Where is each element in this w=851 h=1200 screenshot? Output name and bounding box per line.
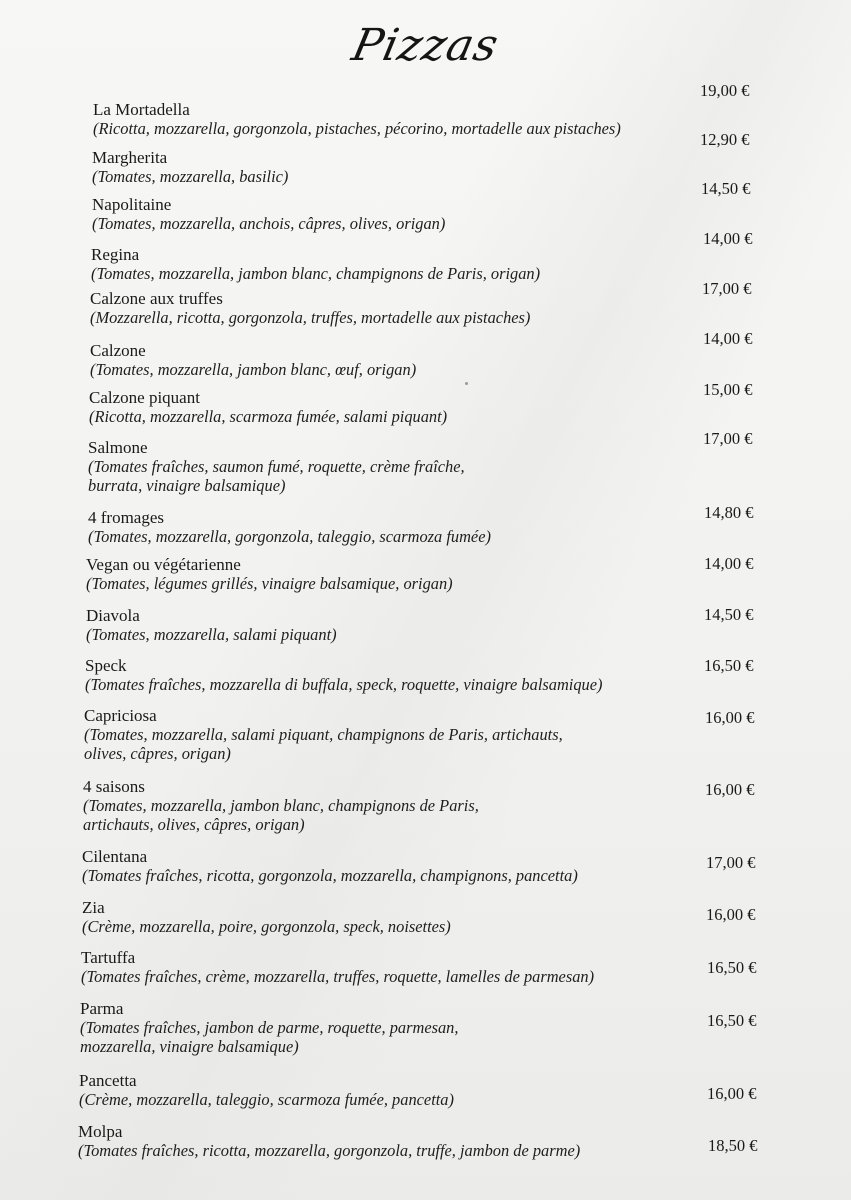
item-name: Calzone aux truffes — [90, 289, 223, 308]
item-description: (Mozzarella, ricotta, gorgonzola, truffes, mortadelle aux pistaches) — [90, 308, 531, 327]
item-name: 4 fromages — [88, 508, 165, 527]
item-price: 17,00 € — [702, 279, 752, 298]
item-price: 14,50 € — [701, 179, 751, 198]
menu-item-calzone-piquant — [89, 388, 729, 426]
item-description: (Tomates fraîches, ricotta, gorgonzola, mozzarella, champignons, pancetta) — [82, 866, 578, 885]
item-description: (Tomates, mozzarella, basilic) — [92, 167, 289, 186]
menu-title: Pizzas — [347, 20, 504, 71]
item-name: Calzone — [90, 341, 146, 360]
item-price: 18,50 € — [708, 1136, 758, 1155]
item-name: Molpa — [78, 1122, 123, 1141]
item-description: (Crème, mozzarella, poire, gorgonzola, speck, noisettes) — [82, 917, 451, 936]
item-price: 17,00 € — [703, 429, 753, 448]
item-description: (Tomates, mozzarella, salami piquant, champignons de Paris, artichauts, olives, câpres, origan) — [84, 725, 563, 763]
menu-item-molpa — [78, 1122, 718, 1160]
item-price: 16,50 € — [707, 958, 757, 977]
item-name: Napolitaine — [92, 195, 172, 214]
item-name: La Mortadella — [93, 100, 190, 119]
item-description: (Tomates, mozzarella, jambon blanc, œuf, origan) — [90, 360, 417, 379]
item-description: (Tomates, mozzarella, anchois, câpres, olives, origan) — [92, 214, 446, 233]
item-price: 17,00 € — [706, 853, 756, 872]
item-name: Parma — [80, 999, 124, 1018]
menu-item-margherita — [92, 148, 732, 186]
item-description: (Ricotta, mozzarella, scarmoza fumée, salami piquant) — [89, 407, 448, 426]
item-name: Calzone piquant — [89, 388, 200, 407]
menu-item-vegan — [86, 555, 726, 593]
menu-item-parma — [80, 999, 720, 1056]
item-description: (Ricotta, mozzarella, gorgonzola, pistaches, pécorino, mortadelle aux pistaches) — [93, 119, 621, 138]
item-price: 14,50 € — [704, 605, 754, 624]
menu-item-tartuffa — [81, 948, 721, 986]
item-name: Zia — [82, 898, 105, 917]
item-price: 14,00 € — [703, 329, 753, 348]
item-price: 16,00 € — [707, 1084, 757, 1103]
menu-item-capriciosa — [84, 706, 724, 763]
item-price: 14,00 € — [703, 229, 753, 248]
menu-item-diavola — [86, 606, 726, 644]
menu-item-pancetta — [79, 1071, 719, 1109]
menu-item-calzone-aux-truffes — [90, 289, 730, 327]
menu-item-speck — [85, 656, 725, 694]
item-description: (Tomates fraîches, ricotta, mozzarella, gorgonzola, truffe, jambon de parme) — [78, 1141, 581, 1160]
item-price: 16,00 € — [705, 708, 755, 727]
item-name: Vegan ou végétarienne — [86, 555, 241, 574]
item-name: Regina — [91, 245, 140, 264]
item-name: Margherita — [92, 148, 168, 167]
paper-speck — [465, 382, 468, 385]
item-description: (Tomates fraîches, saumon fumé, roquette, crème fraîche, burrata, vinaigre balsamique) — [88, 457, 465, 495]
menu-item-salmone — [88, 438, 728, 495]
item-description: (Tomates, mozzarella, gorgonzola, taleggio, scarmoza fumée) — [88, 527, 491, 546]
menu-item-calzone — [90, 341, 730, 379]
item-name: Cilentana — [82, 847, 148, 866]
menu-item-cilentana — [82, 847, 722, 885]
menu-item-zia — [82, 898, 722, 936]
item-price: 16,50 € — [707, 1011, 757, 1030]
menu-item-4-fromages — [88, 508, 728, 546]
menu-item-4-saisons — [83, 777, 723, 834]
item-name: Salmone — [88, 438, 148, 457]
item-description: (Tomates fraîches, mozzarella di buffala, speck, roquette, vinaigre balsamique) — [85, 675, 603, 694]
item-description: (Tomates, mozzarella, jambon blanc, champignons de Paris, origan) — [91, 264, 541, 283]
item-description: (Crème, mozzarella, taleggio, scarmoza fumée, pancetta) — [79, 1090, 454, 1109]
item-price: 19,00 € — [700, 81, 750, 100]
item-name: Capriciosa — [84, 706, 157, 725]
menu-item-regina — [91, 245, 731, 283]
item-price: 16,00 € — [705, 780, 755, 799]
item-price: 16,00 € — [706, 905, 756, 924]
item-description: (Tomates, mozzarella, salami piquant) — [86, 625, 337, 644]
menu-item-la-mortadella — [93, 100, 733, 138]
item-price: 15,00 € — [703, 380, 753, 399]
item-name: Pancetta — [79, 1071, 137, 1090]
item-description: (Tomates fraîches, jambon de parme, roquette, parmesan, mozzarella, vinaigre balsamique) — [80, 1018, 459, 1056]
item-description: (Tomates, légumes grillés, vinaigre balsamique, origan) — [86, 574, 453, 593]
item-price: 14,80 € — [704, 503, 754, 522]
item-price: 12,90 € — [700, 130, 750, 149]
item-price: 14,00 € — [704, 554, 754, 573]
item-description: (Tomates, mozzarella, jambon blanc, champignons de Paris, artichauts, olives, câpres, origan) — [83, 796, 479, 834]
item-name: Speck — [85, 656, 127, 675]
item-name: Tartuffa — [81, 948, 136, 967]
item-name: 4 saisons — [83, 777, 145, 796]
menu-item-napolitaine — [92, 195, 732, 233]
item-description: (Tomates fraîches, crème, mozzarella, truffes, roquette, lamelles de parmesan) — [81, 967, 595, 986]
item-name: Diavola — [86, 606, 140, 625]
item-price: 16,50 € — [704, 656, 754, 675]
